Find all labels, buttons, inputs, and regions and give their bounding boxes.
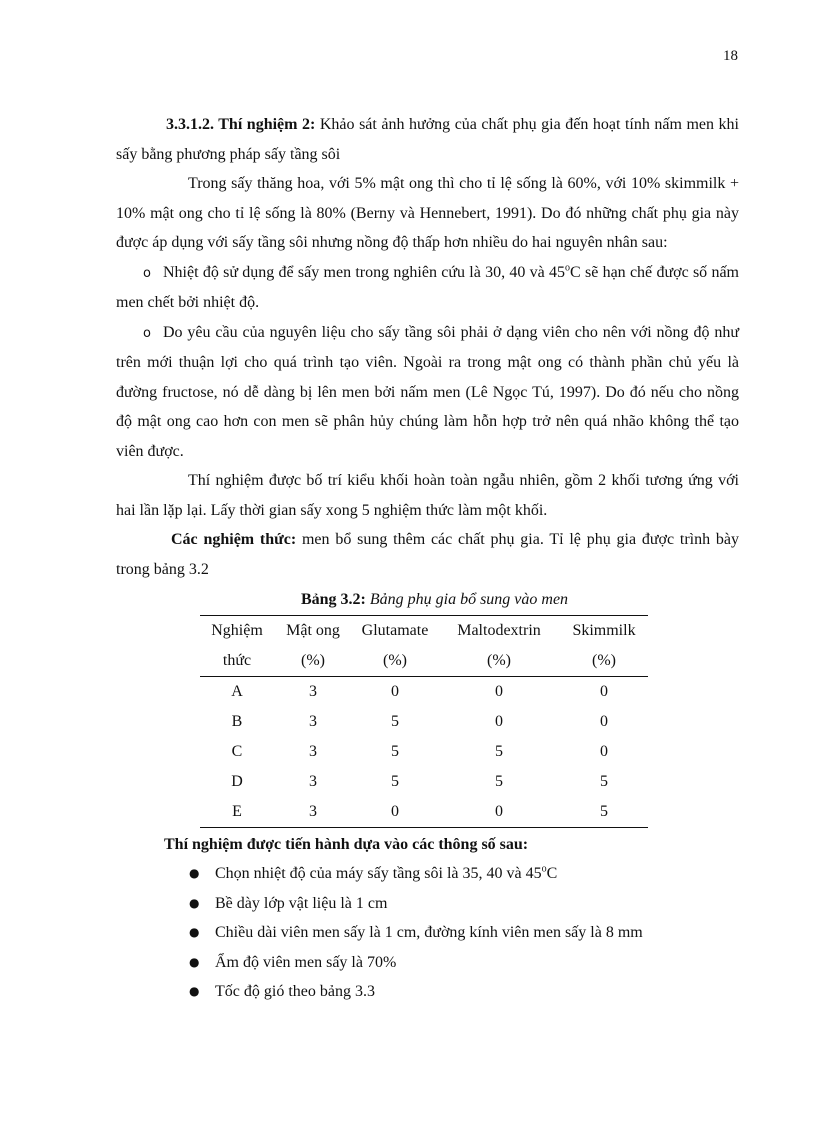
table-cell: 0 [600, 682, 608, 700]
header-cell: (%) [438, 646, 560, 677]
list-item [186, 948, 739, 978]
header-cell: Nghiệm [200, 615, 274, 646]
table-row [200, 797, 648, 828]
parameters-list [186, 859, 739, 1007]
degree-superscript: o [541, 863, 547, 875]
table-cell: 5 [391, 772, 399, 790]
additive-table [200, 615, 648, 828]
circle-item-text-end: C sẽ hạn chế được số nấm men chết bởi nhiệt độ. [116, 263, 739, 311]
bullet-icon: ● [189, 925, 200, 939]
table-row [200, 707, 648, 737]
treatments-text: men bổ sung thêm các chất phụ gia. Tỉ lệ phụ gia được trình bày trong bảng 3.2 [116, 531, 739, 578]
bullet-icon: ● [189, 984, 200, 998]
bullet-icon: ● [189, 866, 200, 880]
header-cell: Skimmilk [560, 615, 648, 646]
table-cell: 0 [495, 682, 503, 700]
table-cell: D [231, 772, 243, 790]
table-cell: 3 [309, 712, 317, 730]
table-cell: E [200, 797, 274, 828]
list-item-text: Bề dày lớp vật liệu là 1 cm [215, 894, 388, 912]
section-heading-text: Khảo sát ảnh hưởng của chất phụ gia đến hoạt tính nấm men khi sấy bằng phương pháp sấy tầng sôi [116, 116, 739, 163]
circle-list-item [116, 318, 739, 467]
section-heading [116, 110, 739, 169]
list-item [186, 918, 739, 948]
bullet-icon: ● [189, 895, 200, 910]
page-number: 18 [723, 48, 738, 64]
table-cell: 3 [274, 797, 352, 828]
table-cell: 3 [309, 742, 317, 760]
header-cell: (%) [352, 646, 438, 677]
table-cell: 0 [600, 742, 608, 760]
table-header-row [200, 646, 648, 677]
list-item-text: Chọn nhiệt độ của máy sấy tầng sôi là 35, 40 và 45 [215, 865, 542, 882]
header-cell: Mật ong [274, 615, 352, 646]
list-item [186, 859, 739, 889]
table-cell: 5 [560, 797, 648, 828]
table-cell: 5 [391, 742, 399, 760]
degree-superscript: o [565, 262, 571, 274]
table-cell: A [231, 682, 243, 700]
section-heading-label: 3.3.1.2. Thí nghiệm 2: [166, 116, 316, 133]
table-cell: 5 [495, 742, 503, 760]
table-cell: 0 [495, 712, 503, 730]
list-item [186, 889, 739, 919]
table-cell: 0 [438, 797, 560, 828]
table-row [200, 767, 648, 797]
table-header-row [200, 615, 648, 646]
table-cell: 5 [391, 712, 399, 730]
header-cell: Maltodextrin [438, 615, 560, 646]
list-item-text-end: C [546, 865, 558, 882]
parameters-title: Thí nghiệm được tiến hành dựa vào các thông số sau: [164, 835, 529, 853]
table-row [200, 676, 648, 707]
table-cell: 0 [600, 712, 608, 730]
paragraph-design: Thí nghiệm được bố trí kiểu khối hoàn toàn ngẫu nhiên, gồm 2 khối tương ứng với hai lần lặp lại. Lấy thời gian sấy xong 5 nghiệm thức làm một khối. [116, 472, 739, 519]
circle-list-item [116, 258, 739, 318]
table-cell: C [231, 742, 243, 760]
circle-item-text: Do yêu cầu của nguyên liệu cho sấy tầng sôi phải ở dạng viên cho nên với nồng độ như trên mới thuận lợi cho quá trình tạo viên. Ngoài ra trong mật ong có thành phần chủ yếu là đường fructose, nó dễ dàng bị lên men bởi nấm men (Lê Ngọc Tú, 1997). Do đó nếu cho nồng độ mật ong cao hơn con men sẽ phân hủy chúng làm hỗn hợp trở nên quá nhão không thể tạo viên được. [116, 323, 739, 460]
table-caption [130, 585, 739, 615]
table-cell: 5 [600, 772, 608, 790]
bullet-icon: ● [189, 954, 200, 969]
circle-bullet-icon: o [143, 325, 151, 341]
paragraph-freeze-drying: Trong sấy thăng hoa, với 5% mật ong thì cho tỉ lệ sống là 60%, với 10% skimmilk + 10% mật ong cho tỉ lệ sống là 80% (Berny và Hennebert, 1991). Do đó những chất phụ gia này được áp dụng với sấy tầng sôi nhưng nồng độ thấp hơn nhiều do hai nguyên nhân sau: [116, 175, 739, 251]
table-cell: 0 [352, 797, 438, 828]
header-cell: thức [200, 646, 274, 677]
treatments-paragraph [116, 525, 739, 584]
header-cell: (%) [560, 646, 648, 677]
table-cell: 5 [495, 772, 503, 790]
list-item-text: Ẩm độ viên men sấy là 70% [215, 953, 397, 971]
list-item-text: Tốc độ gió theo bảng 3.3 [215, 983, 375, 1000]
header-cell: Glutamate [352, 615, 438, 646]
circle-bullet-icon: o [143, 265, 151, 281]
list-item-text: Chiều dài viên men sấy là 1 cm, đường kính viên men sấy là 8 mm [215, 924, 643, 941]
table-cell: 0 [391, 682, 399, 700]
header-cell: (%) [274, 646, 352, 677]
circle-item-text: Nhiệt độ sử dụng để sấy men trong nghiên cứu là 30, 40 và 45 [163, 263, 566, 281]
table-cell: 3 [309, 682, 317, 700]
list-item [186, 977, 739, 1007]
table-caption-label: Bảng 3.2: [300, 591, 366, 608]
table-caption-text: Bảng phụ gia bổ sung vào men [365, 591, 569, 608]
treatments-label: Các nghiệm thức: [171, 531, 297, 548]
table-cell: B [231, 712, 243, 730]
page-content [116, 110, 739, 1007]
table-cell: 3 [309, 772, 317, 790]
table-row [200, 737, 648, 767]
